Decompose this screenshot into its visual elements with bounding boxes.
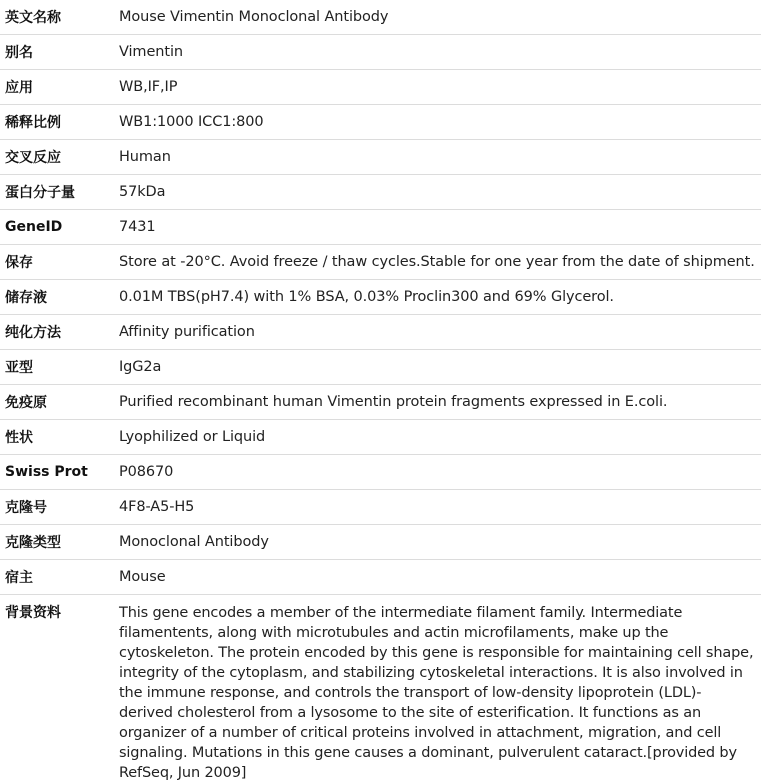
spec-value: Vimentin [119, 35, 761, 70]
spec-row-background [0, 595, 761, 783]
spec-label: 应用 [0, 70, 119, 105]
spec-label: 储存液 [0, 280, 119, 315]
spec-value: 0.01M TBS(pH7.4) with 1% BSA, 0.03% Proclin300 and 69% Glycerol. [119, 280, 761, 315]
spec-row-alias [0, 35, 761, 70]
spec-label: 宿主 [0, 560, 119, 595]
spec-label: 稀释比例 [0, 105, 119, 140]
spec-label: 英文名称 [0, 0, 119, 35]
spec-label: 性状 [0, 420, 119, 455]
spec-value: IgG2a [119, 350, 761, 385]
spec-label: 亚型 [0, 350, 119, 385]
spec-row-host [0, 560, 761, 595]
spec-row-isotype [0, 350, 761, 385]
spec-value: Mouse Vimentin Monoclonal Antibody [119, 0, 761, 35]
spec-value: Store at -20°C. Avoid freeze / thaw cycles.Stable for one year from the date of shipment. [119, 245, 761, 280]
spec-value-background: This gene encodes a member of the intermediate filament family. Intermediate filamentents, along with microtubules and actin microfilaments, make up the cytoskeleton. The protein encoded by this gene is responsible for maintaining cell shape, integrity of the cytoplasm, and stabilizing cytoskeletal interactions. It is also involved in the immune response, and controls the transport of low-density lipoprotein (LDL)-derived cholesterol from a lysosome to the site of esterification. It functions as an organizer of a number of critical proteins involved in attachment, migration, and cell signaling. Mutations in this gene causes a dominant, pulverulent cataract.[provided by RefSeq, Jun 2009] [119, 595, 761, 783]
spec-label: GeneID [0, 210, 119, 245]
spec-value: Mouse [119, 560, 761, 595]
spec-label: 纯化方法 [0, 315, 119, 350]
spec-value: Affinity purification [119, 315, 761, 350]
spec-label: 克隆类型 [0, 525, 119, 560]
spec-label: 克隆号 [0, 490, 119, 525]
spec-label: 别名 [0, 35, 119, 70]
spec-row-gene-id [0, 210, 761, 245]
spec-row-buffer [0, 280, 761, 315]
spec-value: Monoclonal Antibody [119, 525, 761, 560]
spec-value: Lyophilized or Liquid [119, 420, 761, 455]
spec-value: P08670 [119, 455, 761, 490]
spec-label: 保存 [0, 245, 119, 280]
spec-row-immunogen [0, 385, 761, 420]
spec-value: WB1:1000 ICC1:800 [119, 105, 761, 140]
spec-row-clone-number [0, 490, 761, 525]
spec-value: 4F8-A5-H5 [119, 490, 761, 525]
spec-value: WB,IF,IP [119, 70, 761, 105]
spec-row-molecular-weight [0, 175, 761, 210]
spec-row-swiss-prot [0, 455, 761, 490]
spec-row-application [0, 70, 761, 105]
spec-label: Swiss Prot [0, 455, 119, 490]
spec-value: 7431 [119, 210, 761, 245]
spec-label: 蛋白分子量 [0, 175, 119, 210]
spec-value: Purified recombinant human Vimentin protein fragments expressed in E.coli. [119, 385, 761, 420]
spec-row-clonality [0, 525, 761, 560]
spec-value: 57kDa [119, 175, 761, 210]
spec-row-purification [0, 315, 761, 350]
spec-row-english-name [0, 0, 761, 35]
spec-label: 交叉反应 [0, 140, 119, 175]
spec-label: 免疫原 [0, 385, 119, 420]
spec-row-reactivity [0, 140, 761, 175]
spec-value: Human [119, 140, 761, 175]
spec-row-form [0, 420, 761, 455]
spec-label: 背景资料 [0, 595, 119, 783]
spec-row-storage [0, 245, 761, 280]
spec-row-dilution [0, 105, 761, 140]
